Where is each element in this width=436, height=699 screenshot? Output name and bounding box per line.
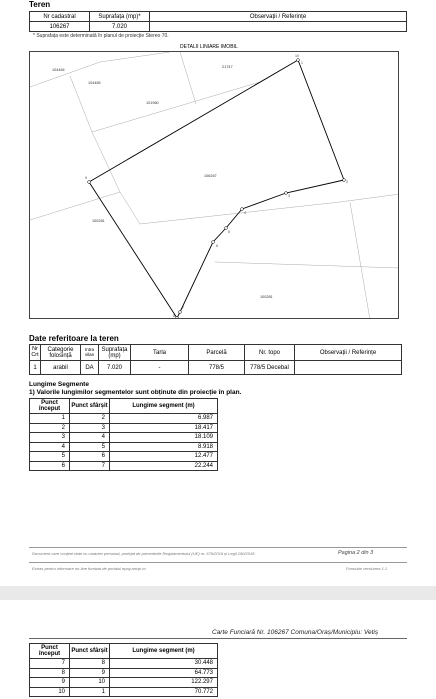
neighbor-label: 104464 [52, 68, 65, 72]
point-label: 10 [295, 54, 299, 58]
table-row [30, 452, 218, 462]
segments-header-end: Punct sfârșit [70, 644, 110, 659]
segment-length: 64.773 [110, 668, 218, 678]
footer-divider [29, 562, 407, 563]
date-ref-header-intravilan: Intra vilan [81, 345, 99, 361]
date-ref-categorie: arabil [41, 361, 81, 375]
teren-title: Teren [29, 0, 51, 9]
teren-header-cadastral: Nr cadastral [30, 12, 90, 22]
neighbor-label: 21747 [222, 65, 233, 69]
segment-length: 18.109 [110, 433, 218, 443]
point-label: 9 [85, 176, 87, 180]
neighbor-label: 101960 [146, 101, 159, 105]
table-row [30, 659, 218, 669]
segments-title: Lungime Segmente [29, 381, 89, 388]
point-label: 3 [288, 194, 290, 198]
segment-start: 3 [30, 433, 70, 443]
point-label: 1 [301, 61, 303, 65]
segment-start: 7 [30, 659, 70, 669]
segments-header-start: Punct început [30, 399, 70, 414]
teren-cadastral-value: 106267 [30, 22, 90, 32]
footer-legal: Document care conține date cu caracter personal, protejat de prevederile Regulamentului (UE) nr. 679/2016 și Legii 190/2018 [32, 551, 255, 556]
segment-start: 8 [30, 668, 70, 678]
table-row [30, 687, 218, 697]
date-ref-intravilan: DA [81, 361, 99, 375]
teren-header-observatii: Observații / Referințe [150, 12, 407, 22]
neighbor-boundary [215, 262, 399, 268]
date-ref-header-parcela: Parcelă [189, 345, 245, 361]
segment-length: 22.244 [110, 461, 218, 471]
neighbor-label: 104465 [88, 81, 101, 85]
segment-end: 6 [70, 452, 110, 462]
neighbor-boundary [92, 60, 298, 132]
neighbor-boundary [70, 76, 140, 224]
segment-end: 5 [70, 442, 110, 452]
date-ref-tarla: - [131, 361, 189, 375]
segments-subtitle: 1) Valorile lungimilor segmentelor sunt obținute din proiecție în plan. [29, 389, 242, 396]
date-ref-header-nr: Nr Crt [30, 345, 41, 361]
date-ref-nrtopo: 778/5 Decebal [245, 361, 295, 375]
plan-drawing [30, 52, 399, 319]
date-ref-header-nrtopo: Nr. topo [245, 345, 295, 361]
segments-header-length: Lungime segment (m) [110, 644, 218, 659]
table-row [30, 678, 218, 688]
segment-end: 2 [70, 414, 110, 424]
date-ref-table [29, 344, 402, 375]
teren-header-suprafata: Suprafața (mp)* [90, 12, 150, 22]
segment-length: 8.918 [110, 442, 218, 452]
segment-start: 10 [30, 687, 70, 697]
teren-footnote: * Suprafața este determinată în planul de proiecție Stereo 70. [33, 33, 169, 39]
date-ref-parcela: 778/5 [189, 361, 245, 375]
segment-end: 1 [70, 687, 110, 697]
segment-end: 8 [70, 659, 110, 669]
segment-end: 7 [70, 461, 110, 471]
neighbor-boundary [350, 202, 370, 319]
segment-start: 4 [30, 442, 70, 452]
segment-start: 1 [30, 414, 70, 424]
table-row [30, 414, 218, 424]
table-row [30, 433, 218, 443]
teren-observatii-value [150, 22, 407, 32]
segment-length: 12.477 [110, 452, 218, 462]
date-ref-header-suprafata: Suprafața (mp) [99, 345, 131, 361]
point-label: 6 [216, 244, 218, 248]
neighbor-label: 100281 [260, 295, 273, 299]
parcel-number-label: 106267 [204, 174, 217, 178]
parcel-outline [89, 60, 344, 318]
segment-start: 5 [30, 452, 70, 462]
segment-end: 3 [70, 423, 110, 433]
date-ref-header-observatii: Observații / Referințe [295, 345, 402, 361]
footer-source: Extras pentru informare on-line furnizat de portalul epay.ancpi.ro [32, 566, 146, 571]
date-ref-observatii [295, 361, 402, 375]
page2-segments-table [29, 643, 218, 697]
segment-end: 9 [70, 668, 110, 678]
segment-length: 30.448 [110, 659, 218, 669]
table-row [30, 423, 218, 433]
teren-table [29, 11, 407, 32]
date-ref-header-categorie: Categorie folosință [41, 345, 81, 361]
plan-title: DETALII LINIARE IMOBIL [180, 44, 238, 50]
segment-length: 70.772 [110, 687, 218, 697]
date-ref-suprafata: 7.020 [99, 361, 131, 375]
footer-divider [29, 547, 407, 548]
segment-length: 122.297 [110, 678, 218, 688]
table-row [30, 668, 218, 678]
point-label: 8 [173, 314, 175, 318]
neighbor-boundary [180, 52, 196, 104]
segment-start: 9 [30, 678, 70, 688]
point-label: 7 [182, 306, 184, 310]
neighbor-boundary [30, 192, 120, 220]
segments-header-start: Punct început [30, 644, 70, 659]
point-label: 2 [346, 180, 348, 184]
point-label: 4 [244, 211, 246, 215]
page2-header-divider [29, 638, 407, 639]
teren-suprafata-value: 7.020 [90, 22, 150, 32]
footer-page-number: Pagina 2 din 3 [338, 550, 374, 556]
date-ref-title: Date referitoare la teren [29, 334, 119, 343]
neighbor-label: 100281 [92, 219, 105, 223]
segment-length: 18.417 [110, 423, 218, 433]
point-label: 5 [228, 230, 230, 234]
segment-end: 10 [70, 678, 110, 688]
segments-header-length: Lungime segment (m) [110, 399, 218, 414]
segments-table [29, 398, 218, 471]
neighbor-boundary [140, 194, 399, 224]
footer-version: Formular versiunea 1.1 [346, 566, 388, 571]
table-row [30, 461, 218, 471]
segment-length: 6.987 [110, 414, 218, 424]
date-ref-nr: 1 [30, 361, 41, 375]
table-row [30, 442, 218, 452]
plan-map [29, 51, 399, 319]
segment-end: 4 [70, 433, 110, 443]
page-2 [0, 600, 436, 699]
date-ref-header-tarla: Tarla [131, 345, 189, 361]
segment-start: 6 [30, 461, 70, 471]
segments-header-end: Punct sfârșit [70, 399, 110, 414]
segment-start: 2 [30, 423, 70, 433]
page2-header: Carte Funciară Nr. 106267 Comuna/Oraș/Municipiu: Vetiș [212, 629, 379, 636]
